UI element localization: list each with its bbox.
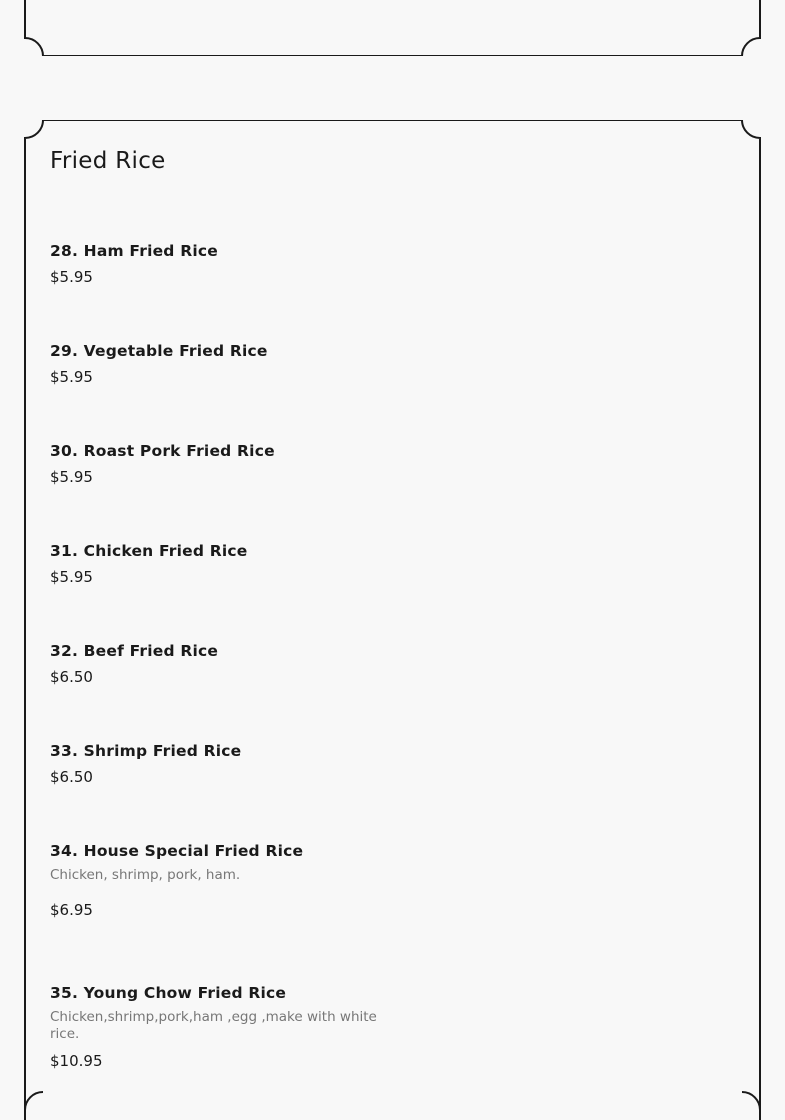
item-name: 32. Beef Fried Rice (50, 642, 219, 660)
item-name: 33. Shrimp Fried Rice (50, 742, 242, 760)
menu-item[interactable] (50, 541, 380, 587)
item-price: $5.95 (50, 568, 93, 586)
item-description: Chicken,shrimp,pork,ham ,egg ,make with white rice. (50, 1009, 377, 1042)
item-price: $5.95 (50, 368, 93, 386)
item-price: $10.95 (50, 1052, 103, 1070)
section-title: Fried Rice (50, 148, 166, 174)
menu-item[interactable] (50, 741, 380, 787)
item-name: 31. Chicken Fried Rice (50, 542, 248, 560)
item-name: 34. House Special Fried Rice (50, 842, 304, 860)
menu-item[interactable] (50, 441, 380, 487)
menu-item[interactable] (50, 983, 380, 1071)
previous-menu-section-card (24, 0, 761, 56)
item-description: Chicken, shrimp, pork, ham. (50, 867, 241, 883)
item-name: 29. Vegetable Fried Rice (50, 342, 268, 360)
menu-item[interactable] (50, 341, 380, 387)
menu-item[interactable] (50, 641, 380, 687)
item-price: $6.50 (50, 768, 93, 786)
item-price: $6.50 (50, 668, 93, 686)
item-name: 35. Young Chow Fried Rice (50, 984, 287, 1002)
fried-rice-section-card (24, 120, 761, 1120)
menu-item[interactable] (50, 241, 380, 287)
item-name: 28. Ham Fried Rice (50, 242, 218, 260)
menu-item[interactable] (50, 841, 380, 920)
item-price: $5.95 (50, 468, 93, 486)
item-price: $5.95 (50, 268, 93, 286)
card-border (24, 0, 761, 56)
item-price: $6.95 (50, 901, 93, 919)
item-name: 30. Roast Pork Fried Rice (50, 442, 275, 460)
